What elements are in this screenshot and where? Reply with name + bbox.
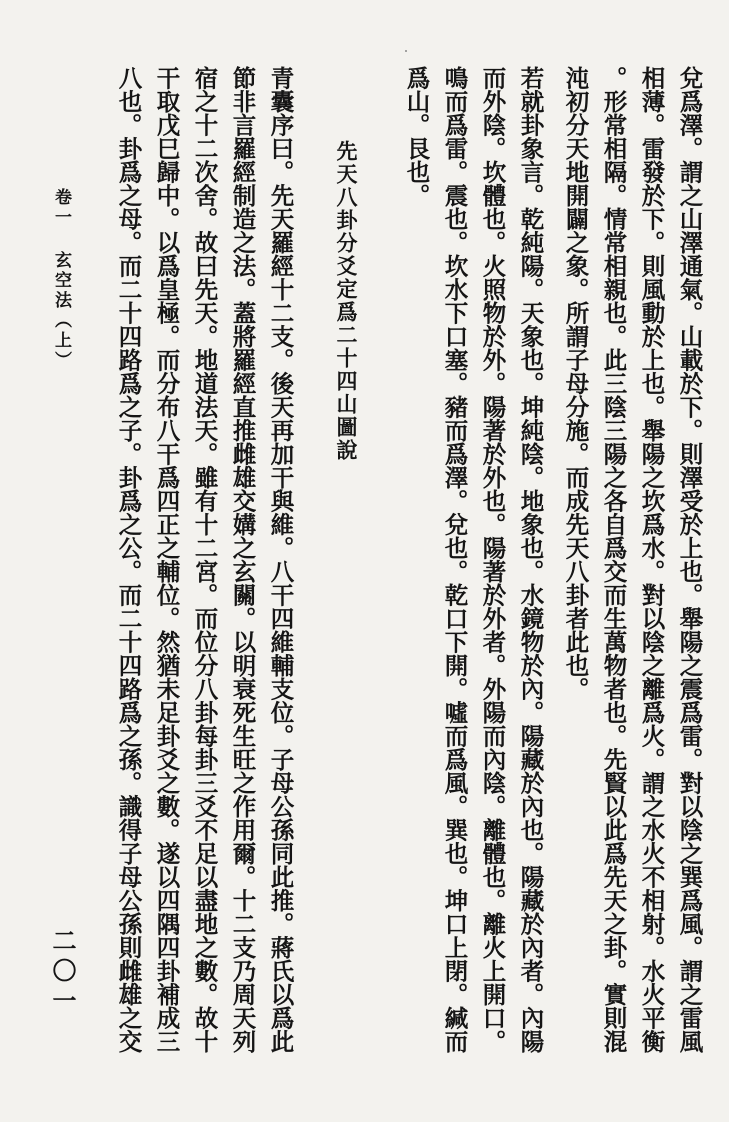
running-title: 卷一 玄空法（上） <box>51 188 71 371</box>
section-a-line-6: 而外陰。坎體也。火照物於外。陽著於外也。陽著於外者。外陽而內陰。離體也。離火上開口。 <box>478 66 507 1053</box>
section-a-line-4: 沌初分天地開闢之象。所謂子母分施。而成先天八卦者此也。 <box>561 66 590 701</box>
section-b-line-3: 宿之十二次舍。故曰先天。地道法天。雖有十二宮。而位分八卦每卦三爻不足以盡地之數。故十 <box>190 66 219 1053</box>
section-b-line-5: 八也。卦爲之母。而二十四路爲之子。卦爲之公。而二十四路爲之孫。識得子母公孫則雌雄之交 <box>114 66 143 1053</box>
section-a-line-3: 。形常相隔。情常相親也。此三陰三陽之各自爲交而生萬物者也。先賢以此爲先天之卦。實則混 <box>599 66 628 1053</box>
section-b-line-4: 干取戊巳歸中。以爲皇極。而分布八干爲四正之輔位。然猶未足卦爻之數。遂以四隅四卦補成三 <box>152 66 181 1053</box>
section-b-line-2: 節非言羅經制造之法。蓋將羅經直推雌雄交媾之玄關。以明衰死生旺之作用爾。十二支乃周天列 <box>228 66 257 1053</box>
scan-speck <box>405 50 407 52</box>
section-heading: 先天八卦分爻定爲二十四山圖說 <box>334 140 359 462</box>
section-a-line-5: 若就卦象言。乾純陽。天象也。坤純陰。地象也。水鏡物於內。陽藏於內也。陽藏於內者。內陽 <box>516 66 545 1053</box>
section-a-line-8: 爲山。艮也。 <box>402 66 431 207</box>
section-a-line-2: 相薄。雷發於下。則風動於上也。舉陽之坎爲水。對以陰之離爲火。謂之水火不相射。水火平衡 <box>637 66 666 1053</box>
section-b-line-1: 青囊序曰。先天羅經十二支。後天再加干與維。八干四維輔支位。子母公孫同此推。蔣氏以爲此 <box>266 66 295 1053</box>
section-a-line-7: 鳴而爲雷。震也。坎水下口塞。豬而爲澤。兌也。乾口下開。噓而爲風。巽也。坤口上閉。緘而 <box>440 66 469 1053</box>
page-number: 二〇一 <box>48 928 77 1018</box>
section-a-line-1: 兌爲澤。謂之山澤通氣。山載於下。則澤受於上也。舉陽之震爲雷。對以陰之巽爲風。謂之雷風 <box>675 66 704 1053</box>
